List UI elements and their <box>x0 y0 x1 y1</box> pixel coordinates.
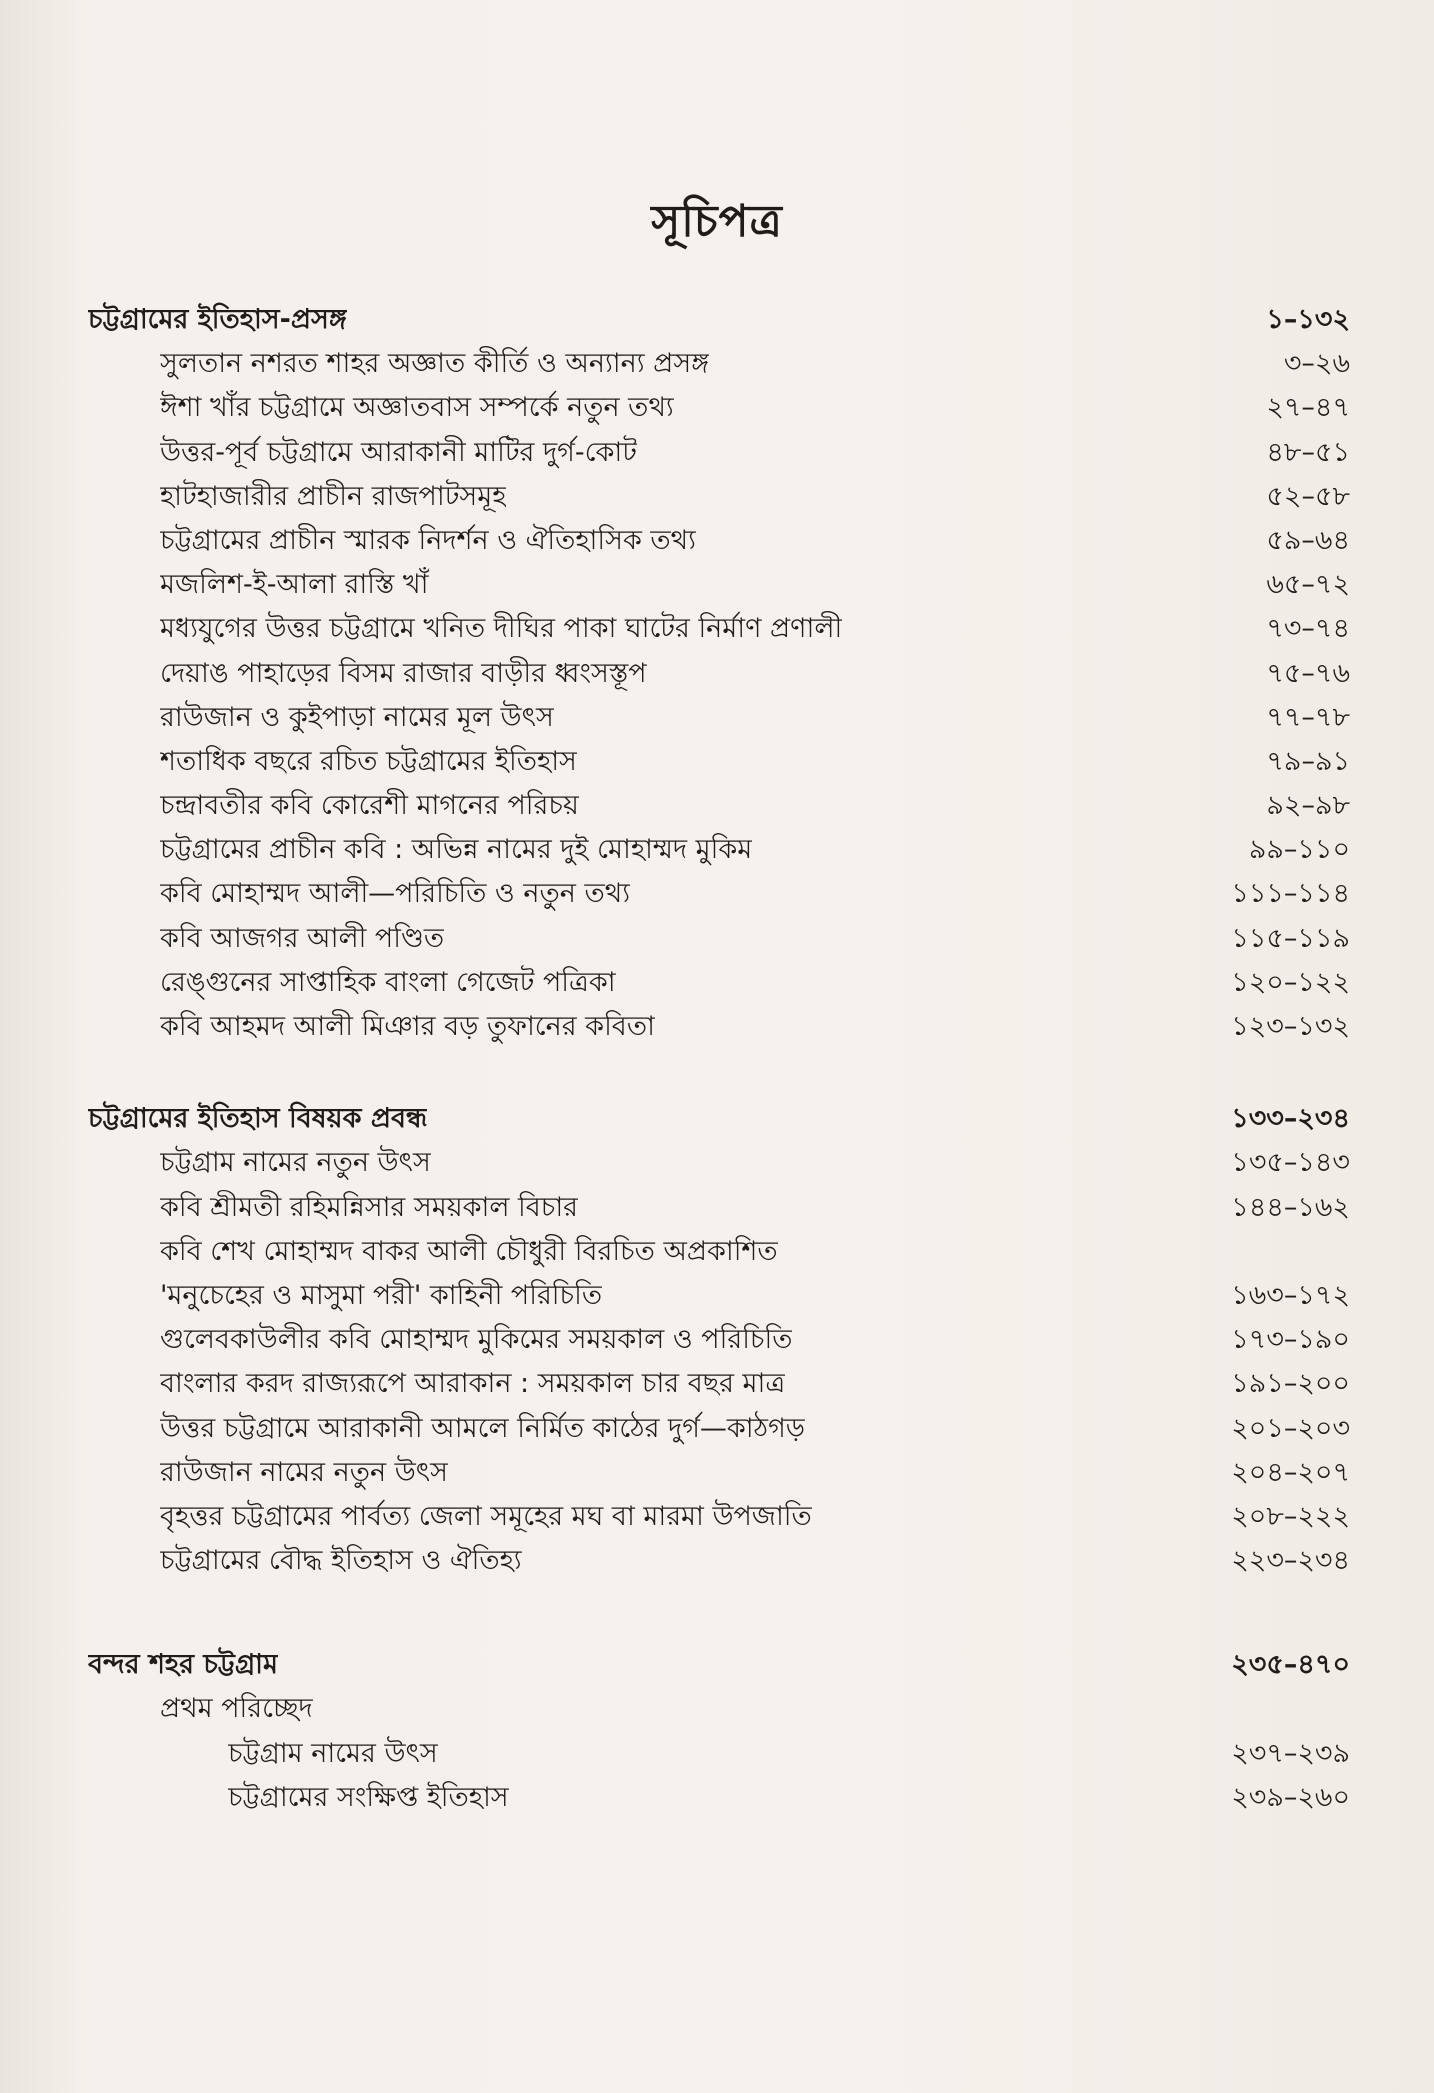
entry-pages: ২০৪–২০৭ <box>1231 1456 1350 1488</box>
chapter-heading <box>88 1687 1350 1731</box>
page-title: সূচিপত্র <box>651 196 783 247</box>
part-heading <box>88 298 1350 342</box>
entry-title: কবি শেখ মোহাম্মদ বাকর আলী চৌধুরী বিরচিত অপ্রকাশিত <box>160 1235 778 1267</box>
toc-entry <box>88 696 1350 740</box>
part3-entries <box>88 1732 1350 1820</box>
toc-entry <box>88 828 1350 872</box>
entry-title: ঈশা খাঁর চট্টগ্রামে অজ্ঞাতবাস সম্পর্কে নতুন তথ্য <box>160 392 674 424</box>
chapter-title: প্রথম পরিচ্ছেদ <box>160 1693 313 1725</box>
toc-entry <box>88 431 1350 475</box>
entry-title: রেঙ্গুনের সাপ্তাহিক বাংলা গেজেট পত্রিকা <box>160 966 616 998</box>
part2-entries <box>88 1141 1350 1583</box>
entry-pages: ২৭–৪৭ <box>1266 392 1350 424</box>
entry-title: কবি আজগর আলী পণ্ডিত <box>160 922 445 954</box>
toc-entry <box>88 1230 1350 1274</box>
toc-entry <box>88 1005 1350 1049</box>
toc-entry <box>88 1732 1350 1776</box>
entry-title: 'মনুচেহের ও মাসুমা পরী' কাহিনী পরিচিতি <box>160 1279 603 1311</box>
entry-pages: ২০১–২০৩ <box>1231 1412 1350 1444</box>
entry-title: গুলেবকাউলীর কবি মোহাম্মদ মুকিমের সময়কাল ও পরিচিতি <box>160 1324 793 1356</box>
entry-title: চট্টগ্রাম নামের নতুন উৎস <box>160 1147 431 1179</box>
entry-title: চট্টগ্রাম নামের উৎস <box>228 1737 438 1769</box>
toc-entry <box>88 1495 1350 1539</box>
part-heading <box>88 1643 1350 1687</box>
toc-entry <box>88 563 1350 607</box>
toc-entry <box>88 1141 1350 1185</box>
entry-pages: ১৯১–২০০ <box>1231 1368 1350 1400</box>
entry-pages: ৩–২৬ <box>1283 348 1350 380</box>
entry-pages: ২২৩–২৩৪ <box>1231 1545 1350 1577</box>
section-gap <box>88 1049 1350 1097</box>
entry-title: সুলতান নশরত শাহর অজ্ঞাত কীর্তি ও অন্যান্য প্রসঙ্গ <box>160 348 710 380</box>
part-pages: ১৩৩–২৩৪ <box>1231 1103 1350 1135</box>
entry-title: চট্টগ্রামের প্রাচীন স্মারক নিদর্শন ও ঐতিহাসিক তথ্য <box>160 524 696 556</box>
entry-pages: ৭৭–৭৮ <box>1266 701 1350 733</box>
entry-title: কবি আহমদ আলী মিঞার বড় তুফানের কবিতা <box>160 1011 655 1042</box>
entry-title: উত্তর-পূর্ব চট্টগ্রামে আরাকানী মাটির দুর্গ-কোট <box>160 436 637 468</box>
part-pages: ১–১৩২ <box>1266 304 1350 335</box>
entry-title: চন্দ্রাবতীর কবি কোরেশী মাগনের পরিচয় <box>160 790 579 822</box>
entry-pages: ১২৩–১৩২ <box>1231 1011 1350 1042</box>
entry-pages: ৭৫–৭৬ <box>1266 657 1350 689</box>
entry-pages: ৫২–৫৮ <box>1266 480 1350 512</box>
entry-pages: ৬৫–৭২ <box>1266 569 1350 601</box>
toc-entry <box>88 1362 1350 1406</box>
entry-pages: ৫৯–৬৪ <box>1266 524 1350 556</box>
toc-entry <box>88 1539 1350 1583</box>
entry-title: মধ্যযুগের উত্তর চট্টগ্রামে খনিত দীঘির পাকা ঘাটের নির্মাণ প্রণালী <box>160 613 843 645</box>
toc-entry <box>88 1274 1350 1318</box>
part-title: বন্দর শহর চট্টগ্রাম <box>88 1649 278 1681</box>
part1-entries <box>88 342 1350 1049</box>
entry-pages: ২০৮–২২২ <box>1231 1500 1350 1532</box>
part-title: চট্টগ্রামের ইতিহাস-প্রসঙ্গ <box>88 304 347 335</box>
entry-pages: ১১১–১১৪ <box>1231 878 1350 910</box>
entry-title: কবি শ্রীমতী রহিমন্নিসার সময়কাল বিচার <box>160 1191 579 1223</box>
entry-title: চট্টগ্রামের সংক্ষিপ্ত ইতিহাস <box>228 1781 509 1813</box>
toc-entry <box>88 386 1350 430</box>
toc-entry <box>88 519 1350 563</box>
entry-title: হাটহাজারীর প্রাচীন রাজপাটসমূহ <box>160 480 507 512</box>
entry-pages: ৯২–৯৮ <box>1266 790 1350 822</box>
toc-entry <box>88 1776 1350 1820</box>
toc-entry <box>88 607 1350 651</box>
toc-entry <box>88 342 1350 386</box>
toc-entry <box>88 1407 1350 1451</box>
toc-entry <box>88 1186 1350 1230</box>
toc-entry <box>88 872 1350 916</box>
toc-entry <box>88 1451 1350 1495</box>
toc-entry <box>88 1318 1350 1362</box>
toc-entry <box>88 784 1350 828</box>
toc-entry <box>88 475 1350 519</box>
entry-pages: ৯৯–১১০ <box>1248 834 1350 866</box>
entry-pages: ৭৯–৯১ <box>1266 745 1350 777</box>
section-gap <box>88 1583 1350 1643</box>
entry-title: রাউজান ও কুইপাড়া নামের মূল উৎস <box>160 701 554 733</box>
entry-pages: ১১৫–১১৯ <box>1231 922 1350 954</box>
entry-title: চট্টগ্রামের প্রাচীন কবি : অভিন্ন নামের দুই মোহাম্মদ মুকিম <box>160 834 753 866</box>
entry-title: বৃহত্তর চট্টগ্রামের পার্বত্য জেলা সমূহের মঘ বা মারমা উপজাতি <box>160 1500 812 1532</box>
toc-entry <box>88 917 1350 961</box>
toc-entry <box>88 740 1350 784</box>
entry-pages: ১৭৩–১৯০ <box>1231 1324 1350 1356</box>
part-heading <box>88 1097 1350 1141</box>
part-pages: ২৩৫–৪৭০ <box>1231 1649 1350 1681</box>
entry-pages: ২৩৯–২৬০ <box>1231 1781 1350 1813</box>
entry-title: দেয়াঙ পাহাড়ের বিসম রাজার বাড়ীর ধ্বংসস্তূপ <box>160 657 647 689</box>
entry-title: কবি মোহাম্মদ আলী—পরিচিতি ও নতুন তথ্য <box>160 878 631 910</box>
entry-pages: ১২০–১২২ <box>1231 966 1350 998</box>
entry-title: চট্টগ্রামের বৌদ্ধ ইতিহাস ও ঐতিহ্য <box>160 1545 522 1577</box>
entry-pages: ৭৩–৭৪ <box>1266 613 1350 645</box>
entry-pages: ১৬৩–১৭২ <box>1231 1279 1350 1311</box>
part-title: চট্টগ্রামের ইতিহাস বিষয়ক প্রবন্ধ <box>88 1103 428 1135</box>
entry-title: বাংলার করদ রাজ্যরূপে আরাকান : সময়কাল চার বছর মাত্র <box>160 1368 786 1400</box>
toc-entry <box>88 961 1350 1005</box>
entry-title: শতাধিক বছরে রচিত চট্টগ্রামের ইতিহাস <box>160 745 577 777</box>
entry-pages: ১৩৫–১৪৩ <box>1231 1147 1350 1179</box>
entry-pages: ৪৮–৫১ <box>1266 436 1350 468</box>
entry-pages: ১৪৪–১৬২ <box>1231 1191 1350 1223</box>
table-of-contents <box>88 298 1350 1820</box>
entry-title: উত্তর চট্টগ্রামে আরাকানী আমলে নির্মিত কাঠের দুর্গ—কাঠগড় <box>160 1412 806 1444</box>
entry-pages: ২৩৭–২৩৯ <box>1231 1737 1350 1769</box>
toc-entry <box>88 652 1350 696</box>
entry-title: রাউজান নামের নতুন উৎস <box>160 1456 448 1488</box>
entry-title: মজলিশ-ই-আলা রাস্তি খাঁ <box>160 569 429 601</box>
